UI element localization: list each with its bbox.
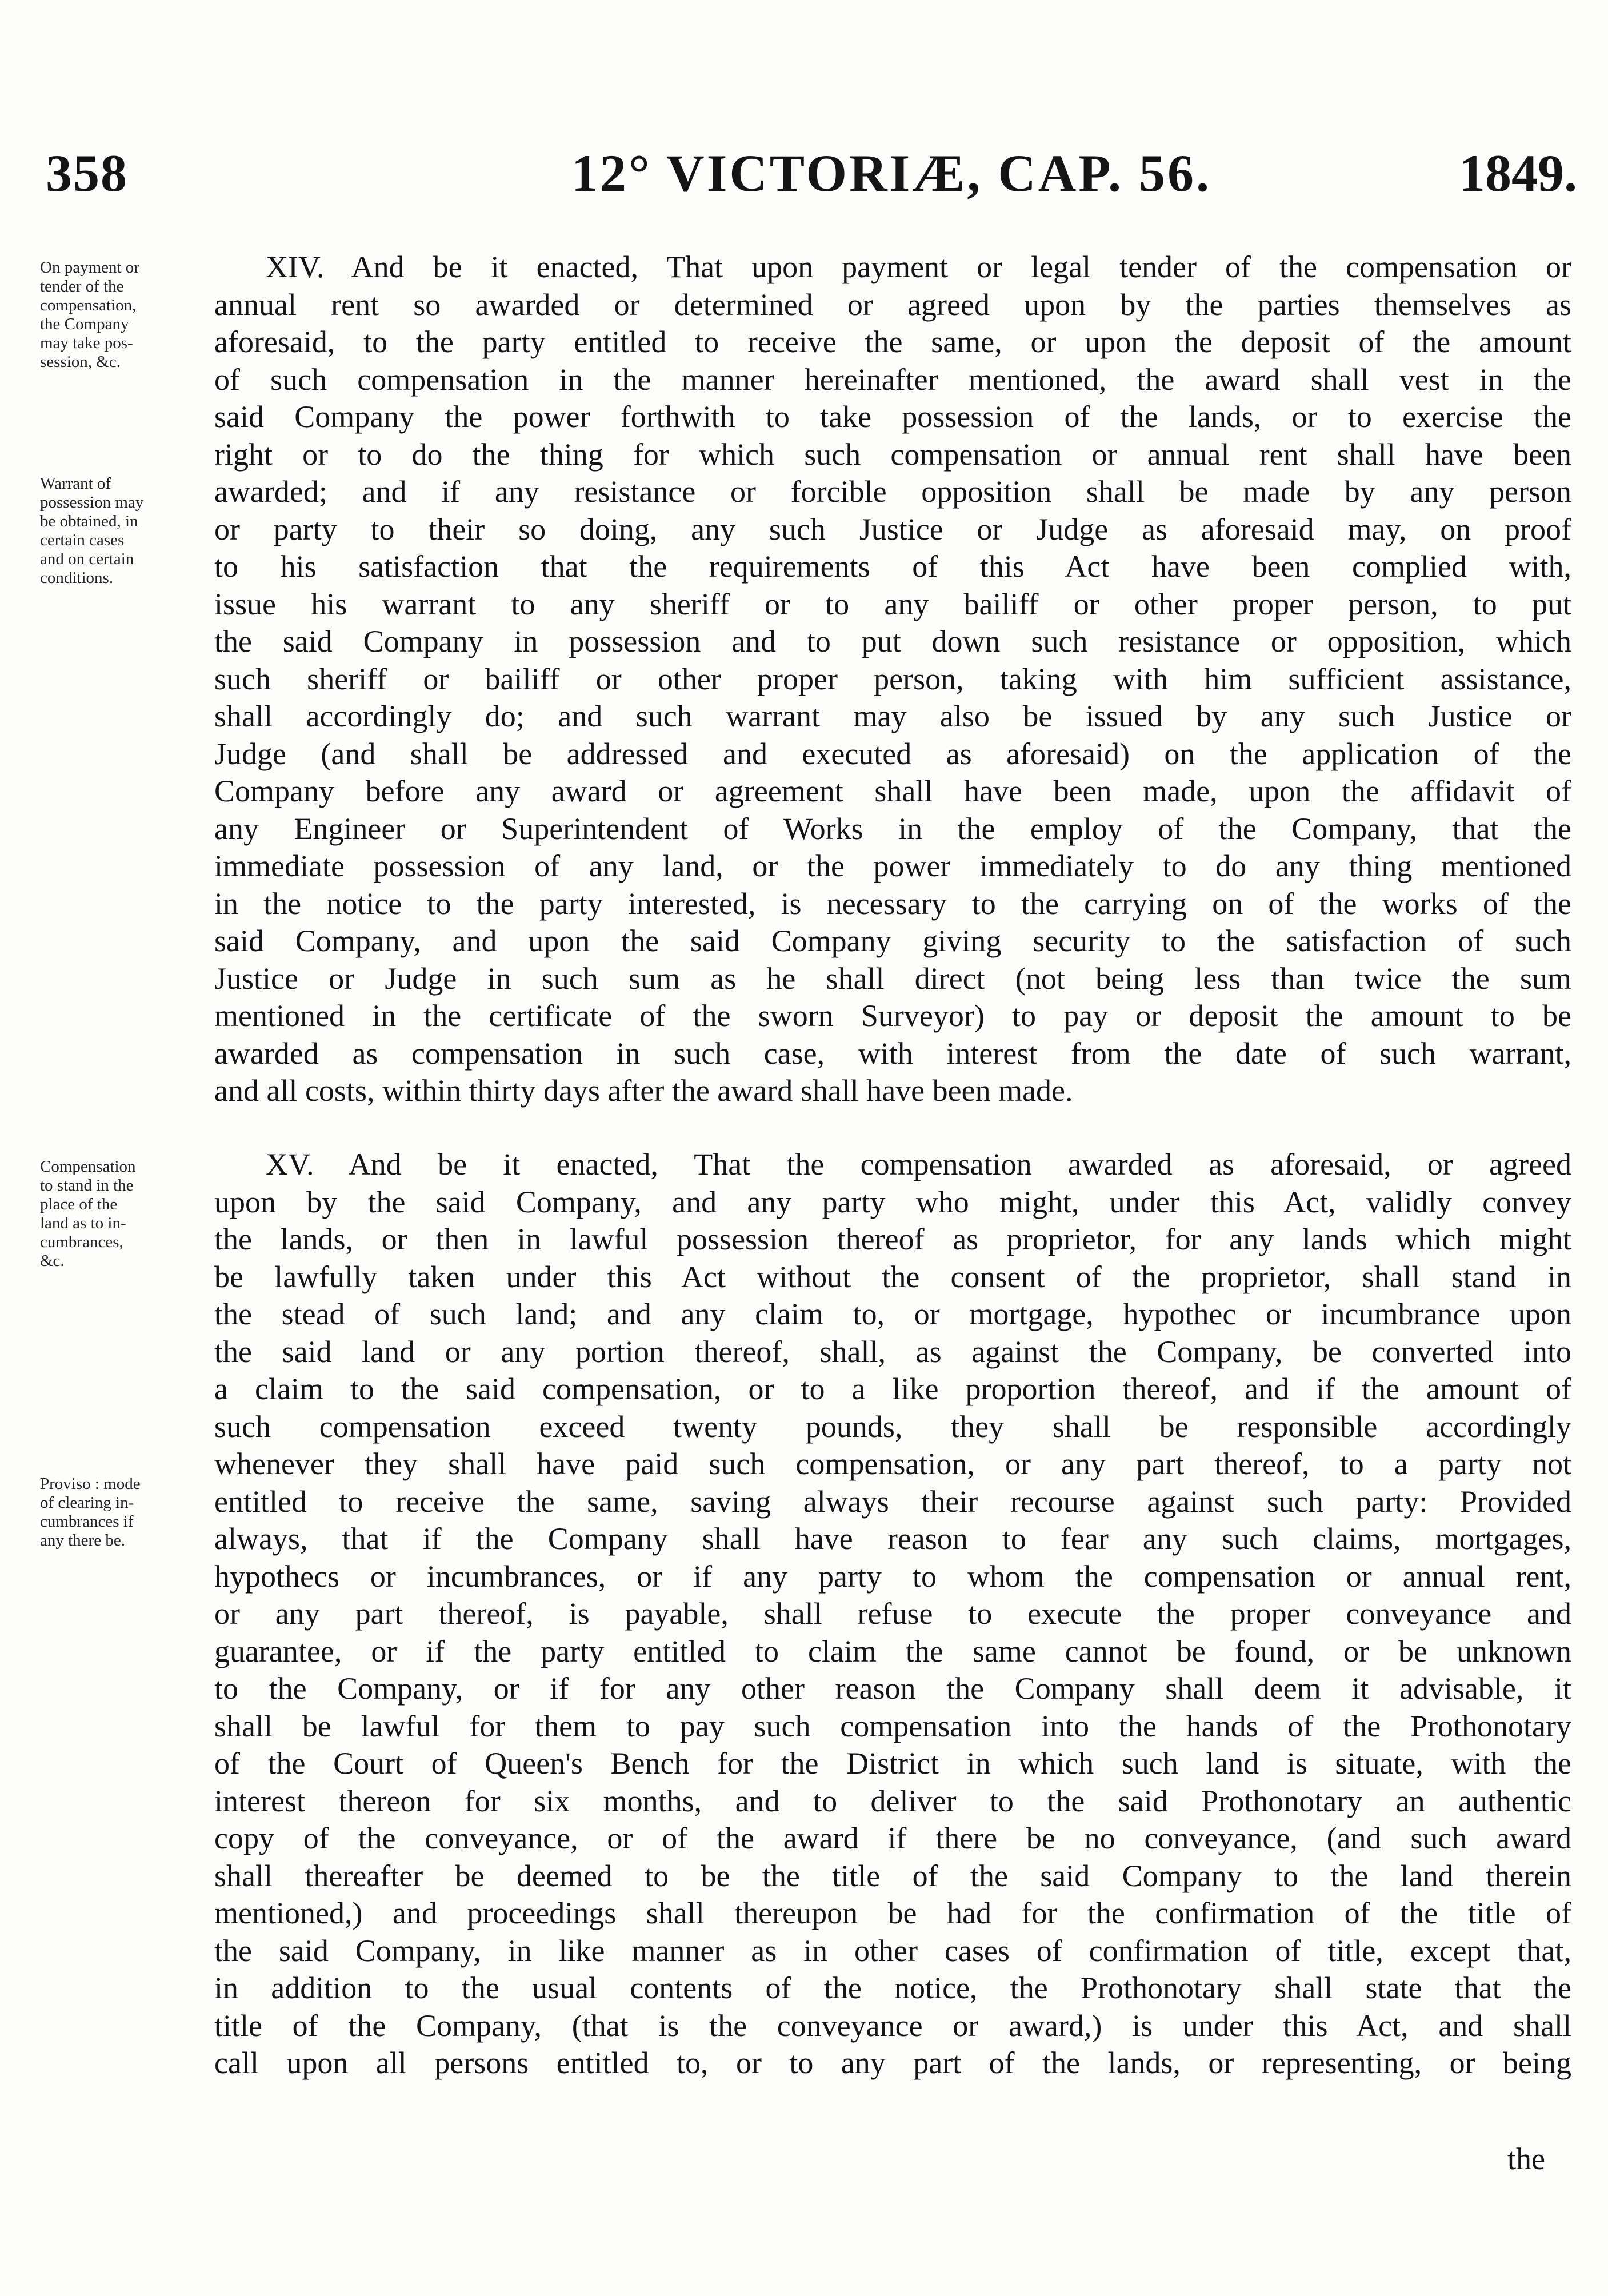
- margin-note-line: session, &c.: [40, 353, 121, 371]
- text-line: immediate possession of any land, or the power immediately to do any thing mentioned: [214, 849, 1571, 883]
- text-line: to the Company, or if for any other reason the Company shall deem it advisable, it: [214, 1671, 1571, 1706]
- text-line: or party to their so doing, any such Justice or Judge as aforesaid may, on proof: [214, 512, 1571, 546]
- text-line: said Company the power forthwith to take possession of the lands, or to exercise the: [214, 400, 1571, 434]
- text-line: title of the Company, (that is the conveyance or award,) is under this Act, and shall: [214, 2008, 1571, 2043]
- page-number: 358: [46, 144, 128, 202]
- margin-note-line: the Company: [40, 315, 129, 333]
- text-line: Judge (and shall be addressed and executed as aforesaid) on the application of the: [214, 736, 1571, 771]
- margin-note-line: cumbrances if: [40, 1512, 134, 1531]
- text-line: be lawfully taken under this Act without the consent of the proprietor, shall stand in: [214, 1259, 1571, 1294]
- margin-note-line: Warrant of: [40, 474, 111, 493]
- text-line: right or to do the thing for which such compensation or annual rent shall have been: [214, 437, 1571, 472]
- text-line: call upon all persons entitled to, or to any part of the lands, or representing, or being: [214, 2046, 1571, 2080]
- text-line: guarantee, or if the party entitled to claim the same cannot be found, or be unknown: [214, 1634, 1571, 1668]
- text-line: copy of the conveyance, or of the award if there be no conveyance, (and such award: [214, 1821, 1571, 1855]
- margin-note-line: possession may: [40, 493, 144, 512]
- text-line: upon by the said Company, and any party who might, under this Act, validly convey: [214, 1184, 1571, 1219]
- margin-note-line: conditions.: [40, 569, 114, 587]
- text-line: entitled to receive the same, saving always their recourse against such party: Provided: [214, 1484, 1571, 1519]
- text-line: shall be lawful for them to pay such compensation into the hands of the Prothonotary: [214, 1708, 1571, 1743]
- section-xv: [214, 1146, 1571, 2082]
- text-line: the said Company in possession and to put down such resistance or opposition, which: [214, 624, 1571, 658]
- text-line: a claim to the said compensation, or to a like proportion thereof, and if the amount of: [214, 1372, 1571, 1406]
- margin-note-line: to stand in the: [40, 1176, 134, 1195]
- text-line: always, that if the Company shall have reason to fear any such claims, mortgages,: [214, 1522, 1571, 1556]
- text-line: or any part thereof, is payable, shall refuse to execute the proper conveyance and: [214, 1596, 1571, 1631]
- text-line: mentioned in the certificate of the sworn Surveyor) to pay or deposit the amount to be: [214, 999, 1571, 1033]
- margin-note-line: On payment or: [40, 258, 139, 277]
- text-line: and all costs, within thirty days after the award shall have been made.: [214, 1073, 1073, 1108]
- margin-note-line: land as to in-: [40, 1214, 126, 1232]
- margin-note-line: certain cases: [40, 531, 125, 549]
- text-line: such sheriff or bailiff or other proper person, taking with him sufficient assistance,: [214, 661, 1571, 696]
- margin-note-line: any there be.: [40, 1531, 125, 1550]
- text-line: any Engineer or Superintendent of Works in the employ of the Company, that the: [214, 811, 1571, 846]
- catchword: the: [1507, 2142, 1545, 2176]
- text-line: such compensation exceed twenty pounds, they shall be responsible accordingly: [214, 1409, 1571, 1444]
- section-xiv: [214, 249, 1571, 1110]
- margin-note-line: and on certain: [40, 550, 134, 568]
- margin-note-line: be obtained, in: [40, 512, 138, 530]
- text-line: annual rent so awarded or determined or agreed upon by the parties themselves as: [214, 287, 1571, 322]
- text-line: in addition to the usual contents of the notice, the Prothonotary shall state that the: [214, 1971, 1571, 2005]
- text-line: the said Company, in like manner as in other cases of confirmation of title, except that,: [214, 1933, 1571, 1968]
- text-line: mentioned,) and proceedings shall thereupon be had for the confirmation of the title of: [214, 1896, 1571, 1930]
- text-line: XV. And be it enacted, That the compensation awarded as aforesaid, or agreed: [266, 1147, 1571, 1181]
- text-line: interest thereon for six months, and to deliver to the said Prothonotary an authentic: [214, 1783, 1571, 1818]
- text-line: awarded; and if any resistance or forcible opposition shall be made by any person: [214, 474, 1571, 509]
- margin-note-line: compensation,: [40, 296, 137, 314]
- margin-note-line: cumbrances,: [40, 1233, 123, 1251]
- text-line: Justice or Judge in such sum as he shall direct (not being less than twice the sum: [214, 961, 1571, 996]
- margin-note-warrant: [40, 474, 223, 588]
- margin-note-proviso: [40, 1475, 223, 1550]
- text-line: said Company, and upon the said Company giving security to the satisfaction of such: [214, 924, 1571, 958]
- text-line: in the notice to the party interested, is necessary to the carrying on of the works of the: [214, 886, 1571, 921]
- text-line: hypothecs or incumbrances, or if any party to whom the compensation or annual rent,: [214, 1559, 1571, 1594]
- margin-note-line: Proviso : mode: [40, 1475, 141, 1493]
- margin-note-line: may take pos-: [40, 334, 133, 352]
- text-line: shall thereafter be deemed to be the title of the said Company to the land therein: [214, 1858, 1571, 1893]
- text-line: the said land or any portion thereof, shall, as against the Company, be converted into: [214, 1334, 1571, 1369]
- text-line: the lands, or then in lawful possession thereof as proprietor, for any lands which might: [214, 1222, 1571, 1256]
- text-line: aforesaid, to the party entitled to receive the same, or upon the deposit of the amount: [214, 325, 1571, 359]
- margin-note-compensation: [40, 1157, 223, 1271]
- text-line: of such compensation in the manner hereinafter mentioned, the award shall vest in the: [214, 362, 1571, 397]
- margin-note-line: &c.: [40, 1252, 65, 1270]
- text-line: whenever they shall have paid such compensation, or any part thereof, to a party not: [214, 1447, 1571, 1481]
- text-line: XIV. And be it enacted, That upon payment or legal tender of the compensation or: [266, 250, 1571, 284]
- text-line: of the Court of Queen's Bench for the District in which such land is situate, with the: [214, 1746, 1571, 1780]
- text-line: the stead of such land; and any claim to, or mortgage, hypothec or incumbrance upon: [214, 1297, 1571, 1331]
- text-line: to his satisfaction that the requirements of this Act have been complied with,: [214, 549, 1571, 584]
- text-line: shall accordingly do; and such warrant may also be issued by any such Justice or: [214, 699, 1571, 733]
- margin-note-line: of clearing in-: [40, 1494, 134, 1512]
- text-line: issue his warrant to any sheriff or to any bailiff or other proper person, to put: [214, 586, 1571, 621]
- year: 1849.: [1459, 144, 1577, 202]
- margin-note-line: tender of the: [40, 277, 124, 296]
- margin-note-line: Compensation: [40, 1157, 136, 1176]
- text-line: Company before any award or agreement shall have been made, upon the affidavit of: [214, 774, 1571, 808]
- running-title: 12° VICTORIÆ, CAP. 56.: [571, 144, 1211, 202]
- margin-note-line: place of the: [40, 1195, 118, 1213]
- text-line: awarded as compensation in such case, with interest from the date of such warrant,: [214, 1036, 1571, 1071]
- margin-note-payment: [40, 258, 223, 372]
- page-header: [46, 143, 1577, 217]
